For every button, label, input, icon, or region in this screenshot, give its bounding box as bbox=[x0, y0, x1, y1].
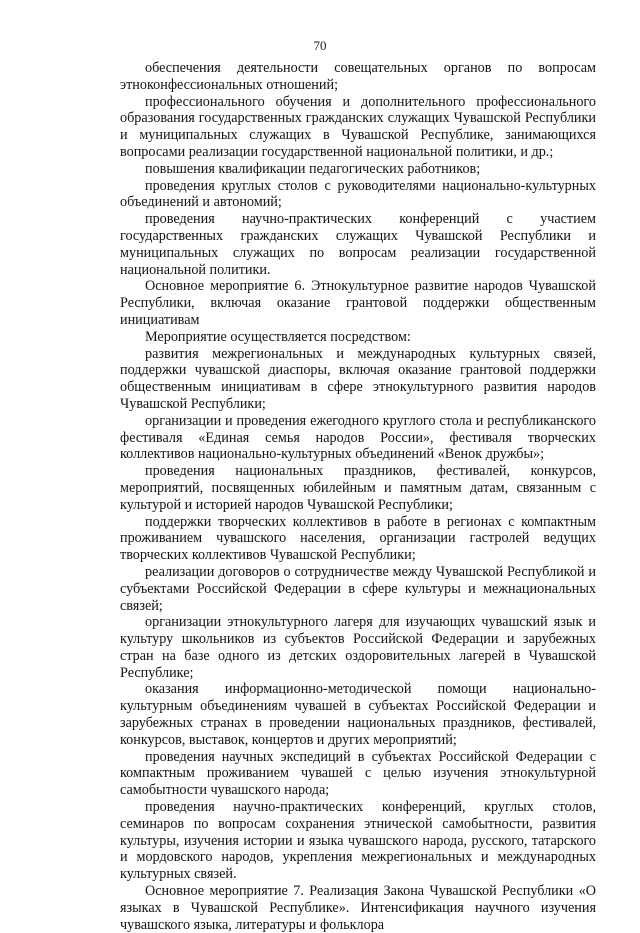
paragraph: организации этнокультурного лагеря для изучающих чувашский язык и культуру школьников из субъектов Российской Федерации и зарубежных стран на базе одного из детских оздоровительных лагерей в Чувашской Республике; bbox=[120, 614, 596, 681]
paragraph: проведения научных экспедиций в субъектах Российской Федерации с компактным проживанием чувашей с целью изучения этнокультурной самобытности чувашского народа; bbox=[120, 748, 596, 799]
paragraph: Основное мероприятие 7. Реализация Закона Чувашской Республики «О языках в Чувашской Республике». Интенсификация научного изучения чувашского языка, литературы и фольклора bbox=[120, 883, 596, 933]
paragraph: проведения круглых столов с руководителями национально-культурных объединений и автономий; bbox=[120, 177, 596, 211]
paragraph: Мероприятие осуществляется посредством: bbox=[145, 328, 411, 345]
paragraph: проведения национальных праздников, фестивалей, конкурсов, мероприятий, посвященных юбилейным и памятным датам, связанным с культурой и историей народов Чувашской Республики; bbox=[120, 463, 596, 513]
paragraph: проведения научно-практических конференций с участием государственных гражданских служащих Чувашской Республики и муниципальных служащих по вопросам реализации государственной национальной политики. bbox=[120, 211, 596, 278]
paragraph: организации и проведения ежегодного круглого стола и республиканского фестиваля «Единая семья народов России», фестиваля творческих коллективов национально-культурных объединений «Венок дружбы»; bbox=[120, 412, 596, 463]
paragraph: поддержки творческих коллективов в работе в регионах с компактным проживанием чувашского населения, организации гастролей ведущих творческих коллективов Чувашской Республики; bbox=[120, 513, 596, 564]
paragraph: реализации договоров о сотрудничестве между Чувашской Республикой и субъектами Российской Федерации в сфере культуры и межнациональных связей; bbox=[120, 563, 596, 614]
paragraph: проведения научно-практических конференций, круглых столов, семинаров по вопросам сохранения этнической самобытности, развития культуры, изучения истории и языка чувашского народа, русского, татарского и мордовского народов, укрепления межрегиональных и международных культурных связей. bbox=[120, 799, 596, 883]
paragraph: оказания информационно-методической помощи национально-культурным объединениям чувашей в субъектах Российской Федерации и зарубежных странах в проведении национальных праздников, фестивалей, конкурсов, выставок, концертов и других мероприятий; bbox=[120, 681, 596, 748]
paragraph: профессионального обучения и дополнительного профессионального образования государственных гражданских служащих Чувашской Республики и муниципальных служащих в Чувашской Республике, занимающихся вопросами реализации государственной национальной политики, и др.; bbox=[120, 93, 596, 160]
document-body bbox=[120, 60, 596, 933]
page-number: 70 bbox=[313, 38, 327, 53]
paragraph: повышения квалификации педагогических работников; bbox=[145, 160, 481, 177]
paragraph: обеспечения деятельности совещательных органов по вопросам этноконфессиональных отношений; bbox=[120, 60, 596, 93]
paragraph: Основное мероприятие 6. Этнокультурное развитие народов Чувашской Республики, включая оказание грантовой поддержки общественным инициативам bbox=[120, 278, 596, 328]
paragraph: развития межрегиональных и международных культурных связей, поддержки чувашской диаспоры, включая оказание грантовой поддержки общественным инициативам в сфере этнокультурного развития народов Чувашской Республики; bbox=[120, 345, 596, 412]
